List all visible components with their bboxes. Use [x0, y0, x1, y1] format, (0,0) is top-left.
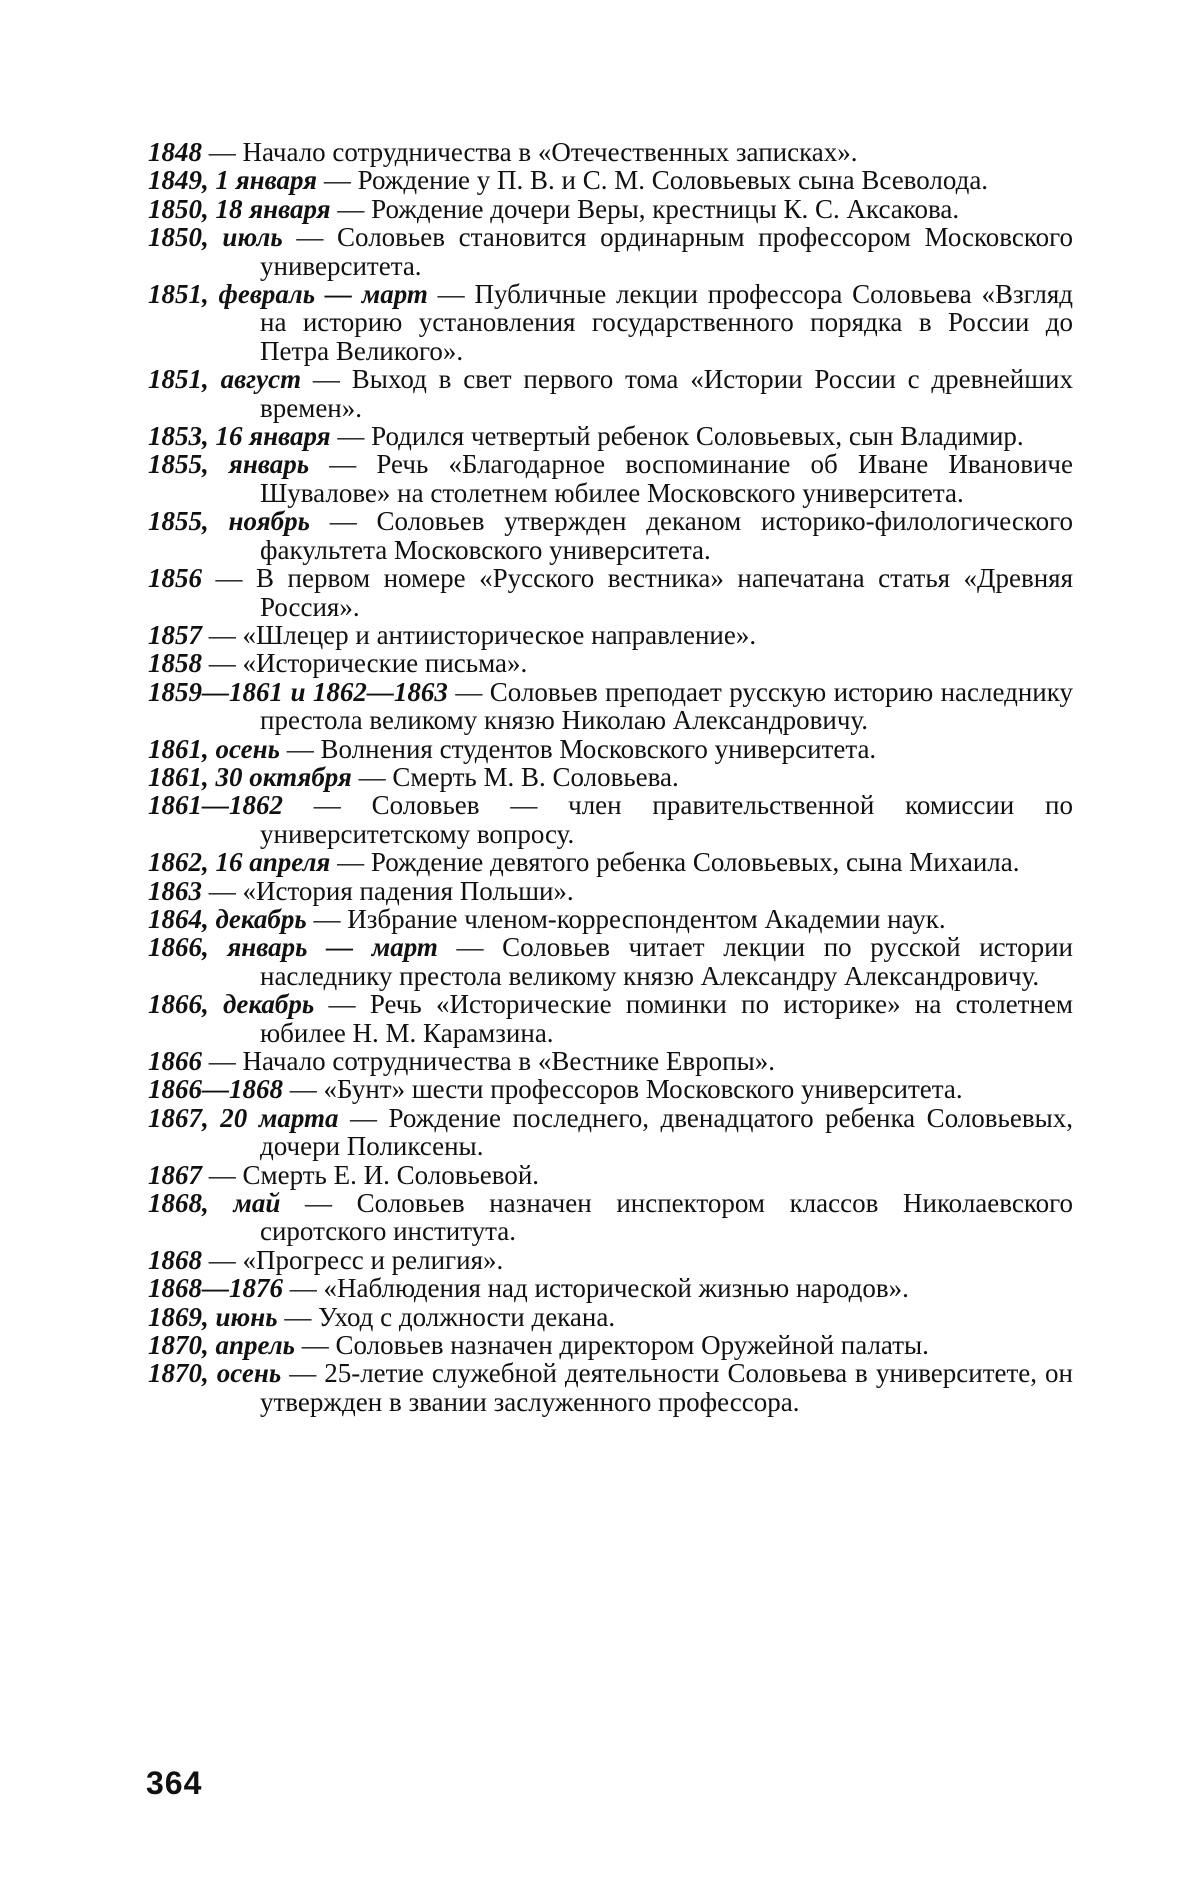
chronology-entry: [148, 621, 1073, 649]
entry-date: 1848: [148, 137, 202, 167]
entry-text: — Соловьев преподает русскую историю наследнику престола великому князю Николаю Александровичу.: [260, 677, 1073, 735]
entry-text: — Уход с должности декана.: [278, 1302, 616, 1332]
entry-date: 1858: [148, 648, 202, 678]
entry-date: 1851, август: [148, 364, 301, 394]
entry-text: — Начало сотрудничества в «Вестнике Европы».: [202, 1046, 775, 1076]
entry-text: — Публичные лекции профессора Соловьева «Взгляд на историю установления государственного порядка в России до Петра Великого».: [260, 279, 1073, 366]
entry-text: — Избрание членом-корреспондентом Академии наук.: [307, 904, 946, 934]
entry-text: — Рождение дочери Веры, крестницы К. С. Аксакова.: [331, 194, 960, 224]
entry-text: — Рождение у П. В. и С. М. Соловьевых сына Всеволода.: [317, 165, 988, 195]
entry-date: 1855, ноябрь: [148, 506, 310, 536]
chronology-entry: [148, 1075, 1073, 1103]
entry-text: — «Наблюдения над исторической жизнью народов».: [283, 1273, 909, 1303]
entry-date: 1866, декабрь: [148, 989, 314, 1019]
chronology-entry: [148, 649, 1073, 677]
entry-date: 1866—1868: [148, 1074, 283, 1104]
chronology-entry: [148, 280, 1073, 365]
entry-text: — «Прогресс и религия».: [202, 1245, 503, 1275]
entry-text: — «Бунт» шести профессоров Московского университета.: [283, 1074, 963, 1104]
chronology-entry: [148, 1274, 1073, 1302]
entry-text: — Начало сотрудничества в «Отечественных записках».: [202, 137, 858, 167]
chronology-entry: [148, 990, 1073, 1047]
entry-text: — Речь «Благодарное воспоминание об Иване Ивановиче Шувалове» на столетнем юбилее Московского университета.: [260, 449, 1073, 507]
entry-date: 1867: [148, 1160, 202, 1190]
entry-date: 1861—1862: [148, 790, 283, 820]
chronology-entry: [148, 223, 1073, 280]
chronology-entry: [148, 1303, 1073, 1331]
chronology-entry: [148, 1047, 1073, 1075]
entry-text: — Соловьев назначен директором Оружейной палаты.: [295, 1330, 929, 1360]
chronology-entry: [148, 166, 1073, 194]
entry-text: — Соловьев — член правительственной комиссии по университетскому вопросу.: [260, 790, 1073, 848]
entry-date: 1851, февраль — март: [148, 279, 428, 309]
entry-date: 1868: [148, 1245, 202, 1275]
entry-text: — Выход в свет первого тома «Истории России с древнейших времен».: [260, 364, 1073, 422]
chronology-entry: [148, 763, 1073, 791]
chronology-entry: [148, 877, 1073, 905]
entry-date: 1866: [148, 1046, 202, 1076]
chronology-entry: [148, 848, 1073, 876]
chronology-entry: [148, 1161, 1073, 1189]
entry-date: 1861, осень: [148, 734, 280, 764]
chronology-entry: [148, 791, 1073, 848]
entry-text: — Родился четвертый ребенок Соловьевых, сын Владимир.: [331, 421, 1024, 451]
entry-text: — Рождение последнего, двенадцатого ребенка Соловьевых, дочери Поликсены.: [260, 1103, 1073, 1161]
chronology-entry: [148, 933, 1073, 990]
chronology-entry: [148, 507, 1073, 564]
chronology-entry: [148, 678, 1073, 735]
entry-text: — 25-летие служебной деятельности Соловьева в университете, он утвержден в звании заслуженного профессора.: [260, 1358, 1073, 1416]
chronology-entry: [148, 1189, 1073, 1246]
entry-text: — Смерть Е. И. Соловьевой.: [202, 1160, 539, 1190]
chronology-entry: [148, 1359, 1073, 1416]
chronology-entry: [148, 564, 1073, 621]
entry-date: 1862, 16 апреля: [148, 847, 330, 877]
entry-date: 1870, апрель: [148, 1330, 295, 1360]
entry-date: 1849, 1 января: [148, 165, 317, 195]
chronology-entry: [148, 1331, 1073, 1359]
chronology-entry: [148, 735, 1073, 763]
entry-text: — Соловьев становится ординарным профессором Московского университета.: [260, 222, 1073, 280]
chronology-entry: [148, 365, 1073, 422]
entry-text: — Соловьев назначен инспектором классов Николаевского сиротского института.: [260, 1188, 1073, 1246]
entry-date: 1866, январь — март: [148, 932, 438, 962]
chronology-entry: [148, 422, 1073, 450]
entry-text: — В первом номере «Русского вестника» напечатана статья «Древняя Россия».: [202, 563, 1073, 621]
entry-date: 1856: [148, 563, 202, 593]
entry-text: — Смерть М. В. Соловьева.: [352, 762, 679, 792]
chronology-list: [148, 138, 1073, 1416]
entry-text: — Соловьев утвержден деканом историко-филологического факультета Московского университета.: [260, 506, 1073, 564]
chronology-entry: [148, 1104, 1073, 1161]
entry-date: 1857: [148, 620, 202, 650]
entry-text: — Волнения студентов Московского университета.: [280, 734, 876, 764]
entry-date: 1863: [148, 876, 202, 906]
entry-date: 1861, 30 октября: [148, 762, 352, 792]
chronology-entry: [148, 450, 1073, 507]
entry-date: 1870, осень: [148, 1358, 281, 1388]
entry-date: 1864, декабрь: [148, 904, 307, 934]
entry-date: 1869, июнь: [148, 1302, 278, 1332]
entry-text: — «Исторические письма».: [202, 648, 527, 678]
chronology-entry: [148, 1246, 1073, 1274]
entry-date: 1867, 20 марта: [148, 1103, 338, 1133]
entry-date: 1850, июль: [148, 222, 283, 252]
entry-text: — Соловьев читает лекции по русской истории наследнику престола великому князю Александру Александровичу.: [260, 932, 1073, 990]
page-number: 364: [146, 1765, 202, 1802]
chronology-entry: [148, 195, 1073, 223]
chronology-entry: [148, 905, 1073, 933]
entry-text: — Речь «Исторические поминки по историке» на столетнем юбилее Н. М. Карамзина.: [260, 989, 1073, 1047]
entry-date: 1868—1876: [148, 1273, 283, 1303]
entry-text: — «История падения Польши».: [202, 876, 574, 906]
entry-date: 1859—1861 и 1862—1863: [148, 677, 448, 707]
entry-date: 1868, май: [148, 1188, 280, 1218]
chronology-entry: [148, 138, 1073, 166]
entry-text: — Рождение девятого ребенка Соловьевых, сына Михаила.: [330, 847, 1019, 877]
entry-text: — «Шлецер и антиисторическое направление».: [202, 620, 756, 650]
entry-date: 1850, 18 января: [148, 194, 331, 224]
entry-date: 1855, январь: [148, 449, 309, 479]
entry-date: 1853, 16 января: [148, 421, 331, 451]
